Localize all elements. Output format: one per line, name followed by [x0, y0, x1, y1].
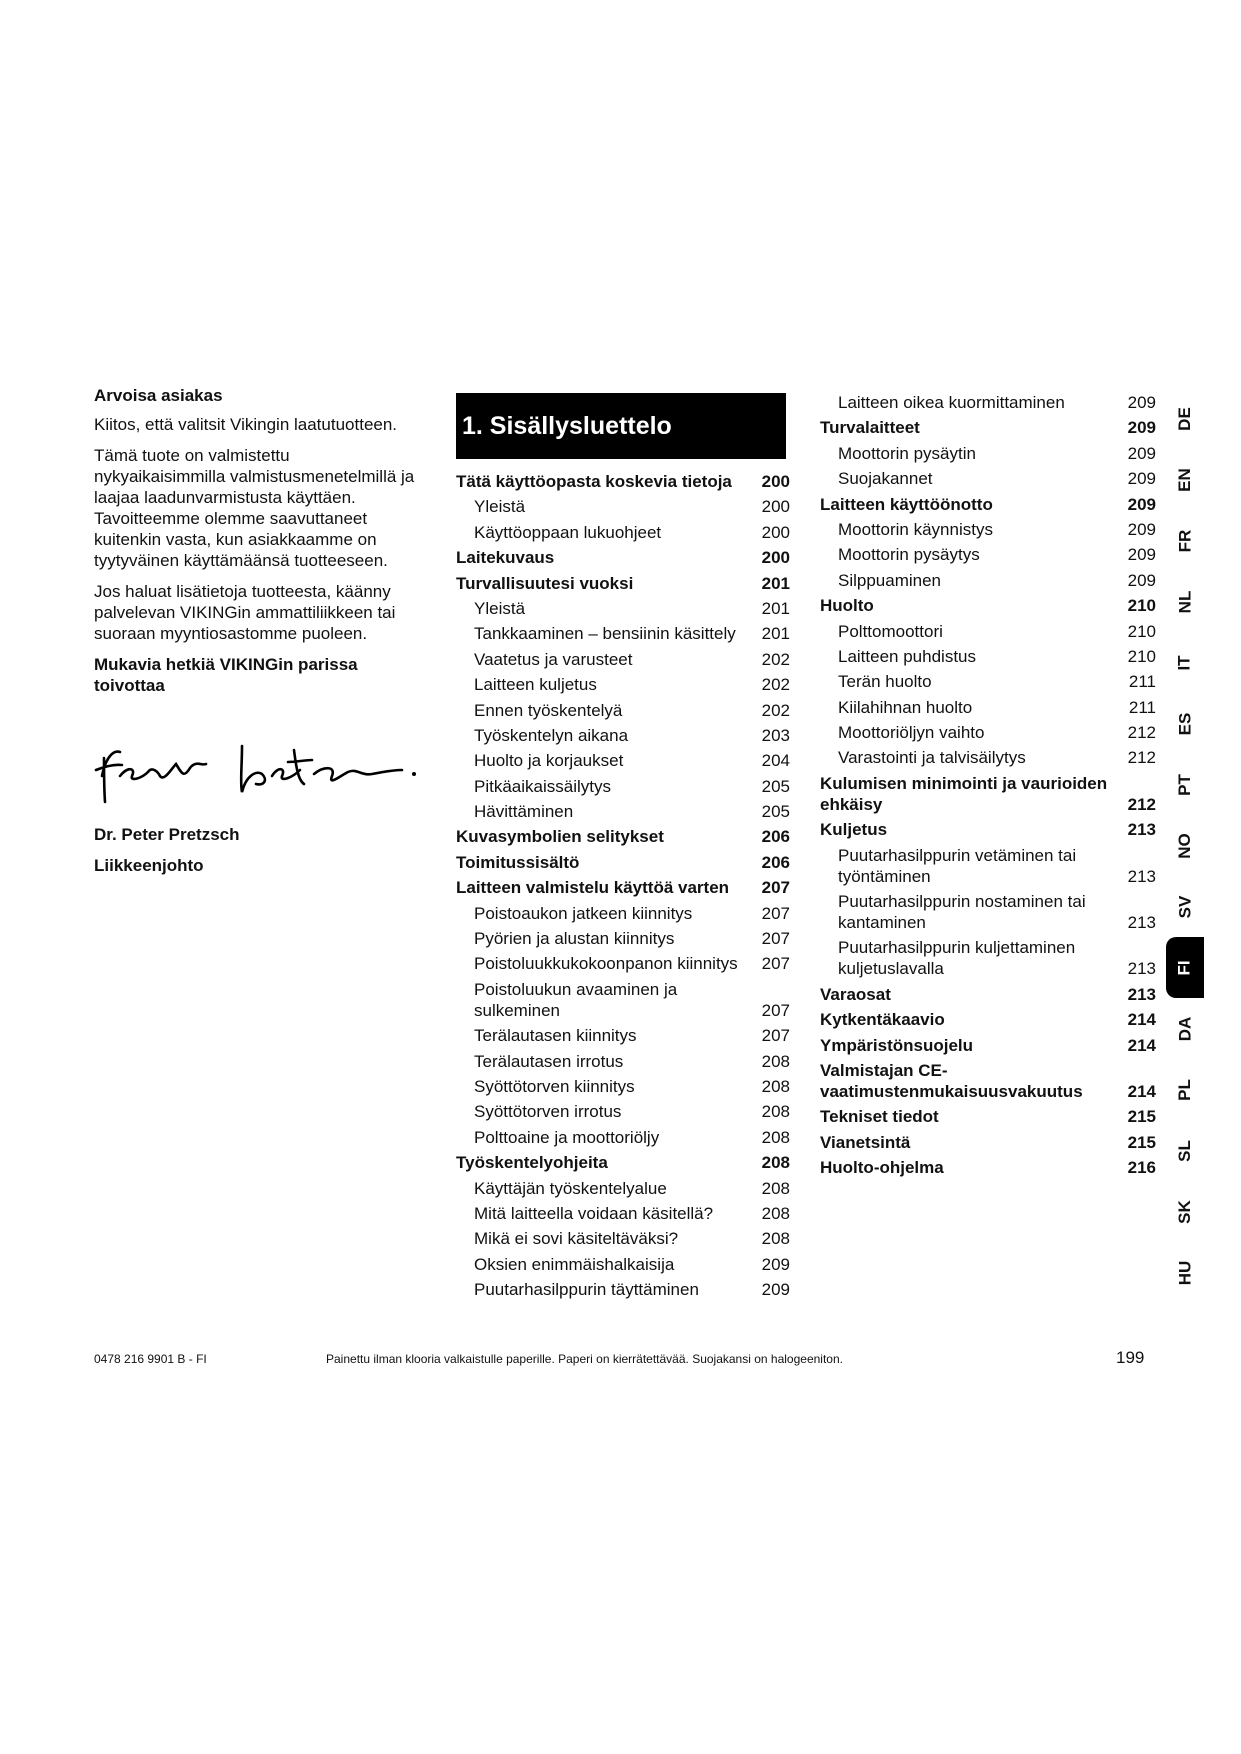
toc-entry — [820, 937, 1156, 979]
toc-entry-page: 201 — [761, 624, 790, 644]
page-number: 199 — [1116, 1348, 1145, 1367]
toc-entry — [456, 1152, 790, 1173]
toc-entry-label: Varaosat — [820, 984, 891, 1004]
toc-column-1 — [456, 471, 790, 1305]
toc-entry — [820, 697, 1156, 718]
toc-entry — [456, 750, 790, 771]
toc-entry — [456, 928, 790, 949]
toc-entry-label: Turvallisuutesi vuoksi — [456, 573, 634, 593]
toc-entry-page: 213 — [1127, 866, 1156, 886]
toc-entry — [820, 417, 1156, 438]
language-tab-sv[interactable] — [1166, 876, 1204, 937]
language-tab-pt[interactable] — [1166, 754, 1204, 815]
language-tab-sl[interactable] — [1166, 1120, 1204, 1181]
signer-name: Dr. Peter Pretzsch — [94, 825, 240, 844]
toc-entry-label: Laitekuvaus — [456, 548, 555, 568]
toc-entry-page: 216 — [1127, 1158, 1156, 1178]
toc-entry-label: Hävittäminen — [474, 802, 574, 822]
toc-entry — [820, 845, 1156, 887]
toc-entry-page: 208 — [761, 1203, 790, 1223]
toc-entry — [456, 1203, 790, 1224]
toc-entry-label: Puutarhasilppurin vetäminen tai työntäminen — [838, 845, 1077, 886]
toc-entry-label: Huolto-ohjelma — [820, 1158, 944, 1178]
toc-entry-page: 209 — [1127, 570, 1156, 590]
toc-entry-label: Yleistä — [474, 598, 526, 618]
language-tab-hu[interactable] — [1166, 1242, 1204, 1303]
toc-entry-page: 207 — [761, 1000, 790, 1020]
toc-entry-label: Valmistajan CE-vaatimustenmukaisuusvakuutus — [820, 1060, 1083, 1101]
toc-entry-page: 207 — [761, 1026, 790, 1046]
toc-entry — [456, 877, 790, 898]
toc-entry — [456, 852, 790, 873]
toc-entry — [456, 1228, 790, 1249]
language-tab-label: FR — [1174, 529, 1194, 552]
toc-entry — [820, 443, 1156, 464]
language-tab-label: EN — [1175, 467, 1194, 492]
toc-entry-label: Moottorin pysäytys — [838, 545, 980, 565]
language-tab-label: PT — [1174, 773, 1194, 796]
toc-entry-label: Huolto — [820, 596, 874, 616]
toc-entry-label: Terälautasen irrotus — [474, 1051, 624, 1071]
language-tab-nl[interactable] — [1166, 571, 1204, 632]
signer-role: Liikkeenjohto — [94, 856, 204, 875]
toc-entry — [456, 522, 790, 543]
toc-entry-label: Laitteen kuljetus — [474, 675, 597, 695]
toc-entry — [820, 1157, 1156, 1178]
toc-entry — [456, 1254, 790, 1275]
toc-entry-page: 209 — [1127, 418, 1156, 438]
toc-entry — [456, 903, 790, 924]
toc-entry — [456, 1101, 790, 1122]
toc-entry-label: Turvalaitteet — [820, 418, 920, 438]
toc-entry-page: 208 — [761, 1153, 790, 1173]
toc-entry-page: 208 — [761, 1102, 790, 1122]
language-tab-sk[interactable] — [1166, 1181, 1204, 1242]
toc-entry-label: Polttoaine ja moottoriöljy — [474, 1127, 660, 1147]
toc-entry — [456, 496, 790, 517]
toc-entry-label: Moottorin käynnistys — [838, 519, 993, 539]
toc-entry — [456, 953, 790, 974]
toc-entry-page: 204 — [761, 751, 790, 771]
toc-entry — [456, 776, 790, 797]
toc-entry — [456, 598, 790, 619]
toc-entry-page: 209 — [1127, 443, 1156, 463]
toc-entry — [820, 1035, 1156, 1056]
toc-entry — [820, 519, 1156, 540]
toc-entry-page: 209 — [761, 1254, 790, 1274]
toc-entry — [820, 819, 1156, 840]
toc-entry — [820, 392, 1156, 413]
toc-entry — [820, 984, 1156, 1005]
toc-entry — [456, 725, 790, 746]
toc-entry — [820, 570, 1156, 591]
language-tab-en[interactable] — [1166, 449, 1204, 510]
language-tab-label: SK — [1175, 1199, 1194, 1224]
toc-entry — [456, 979, 790, 1021]
toc-entry-page: 214 — [1127, 1010, 1156, 1030]
toc-entry — [456, 649, 790, 670]
toc-entry-page: 210 — [1127, 621, 1156, 641]
toc-entry-page: 202 — [761, 675, 790, 695]
toc-entry-page: 210 — [1127, 596, 1156, 616]
toc-entry-page: 208 — [761, 1127, 790, 1147]
toc-entry-label: Vaatetus ja varusteet — [474, 649, 633, 669]
toc-entry-page: 200 — [761, 522, 790, 542]
toc-entry-label: Tätä käyttöopasta koskevia tietoja — [456, 472, 732, 491]
toc-entry-label: Kuvasymbolien selitykset — [456, 827, 664, 847]
toc-entry — [820, 1106, 1156, 1127]
toc-entry-page: 211 — [1128, 697, 1156, 717]
toc-entry-label: Ennen työskentelyä — [474, 700, 623, 720]
toc-entry — [456, 1127, 790, 1148]
toc-entry-page: 201 — [761, 573, 790, 593]
toc-entry-page: 208 — [761, 1051, 790, 1071]
language-tab-label: NL — [1174, 590, 1194, 613]
toc-entry-page: 207 — [761, 929, 790, 949]
language-tab-fr[interactable] — [1166, 510, 1204, 571]
toc-entry-label: Pitkäaikaissäilytys — [474, 776, 611, 796]
toc-entry-label: Moottorin pysäytin — [838, 443, 976, 463]
document-code: 0478 216 9901 B - FI — [94, 1352, 207, 1366]
toc-entry-label: Yleistä — [474, 497, 526, 517]
toc-column-2 — [820, 392, 1156, 1183]
language-tab-label: NO — [1175, 832, 1194, 859]
toc-entry-page: 208 — [761, 1229, 790, 1249]
toc-entry-page: 200 — [761, 472, 790, 491]
toc-entry — [456, 623, 790, 644]
toc-entry-page: 206 — [761, 827, 790, 847]
toc-entry-page: 212 — [1127, 723, 1156, 743]
language-tab-label: FI — [1174, 959, 1194, 976]
language-tab-label: DE — [1175, 406, 1194, 431]
language-tab-it[interactable] — [1166, 632, 1204, 693]
toc-entry — [456, 547, 790, 568]
toc-entry — [456, 1025, 790, 1046]
toc-entry-label: Laitteen oikea kuormittaminen — [838, 393, 1065, 412]
toc-entry-label: Tekniset tiedot — [820, 1107, 939, 1127]
toc-entry — [456, 700, 790, 721]
toc-entry-label: Kytkentäkaavio — [820, 1010, 945, 1030]
toc-entry-page: 209 — [1127, 393, 1156, 412]
toc-entry-label: Poistoluukun avaaminen ja sulkeminen — [474, 979, 678, 1020]
toc-entry — [820, 773, 1156, 815]
language-tab-es[interactable] — [1166, 693, 1204, 754]
language-tab-label: IT — [1174, 654, 1194, 671]
toc-entry-page: 205 — [761, 776, 790, 796]
toc-entry-label: Mikä ei sovi käsiteltäväksi? — [474, 1229, 679, 1249]
language-tab-label: ES — [1175, 712, 1194, 735]
toc-entry-page: 207 — [761, 878, 790, 898]
toc-entry-label: Puutarhasilppurin täyttäminen — [474, 1280, 699, 1300]
toc-entry-label: Kuljetus — [820, 820, 888, 840]
letter-closing: Mukavia hetkiä VIKINGin parissa toivottaa — [94, 655, 358, 695]
language-tab-fi[interactable] — [1166, 937, 1204, 998]
toc-entry-label: Laitteen valmistelu käyttöä varten — [456, 878, 730, 898]
toc-entry — [456, 1279, 790, 1300]
toc-entry-label: Kiilahihnan huolto — [838, 697, 973, 717]
toc-entry-label: Käyttäjän työskentelyalue — [474, 1178, 667, 1198]
toc-entry — [820, 646, 1156, 667]
toc-entry-label: Käyttöoppaan lukuohjeet — [474, 522, 662, 542]
toc-entry-page: 209 — [1127, 469, 1156, 489]
toc-entry — [820, 621, 1156, 642]
toc-entry-page: 207 — [761, 954, 790, 974]
toc-entry-page: 201 — [761, 598, 790, 618]
toc-entry-page: 212 — [1127, 748, 1156, 768]
toc-entry — [820, 468, 1156, 489]
letter-paragraph: Jos haluat lisätietoja tuotteesta, käänny palvelevan VIKINGin ammattiliikkeen tai suoraan myyntiosastomme puoleen. — [94, 582, 396, 643]
toc-entry-page: 203 — [761, 725, 790, 745]
toc-entry-label: Laitteen käyttöönotto — [820, 494, 993, 514]
toc-entry — [456, 573, 790, 594]
print-note: Painettu ilman klooria valkaistulle paperille. Paperi on kierrätettävää. Suojakansi on halogeeniton. — [326, 1352, 843, 1366]
toc-entry-label: Varastointi ja talvisäilytys — [838, 748, 1026, 768]
toc-heading: 1. Sisällysluettelo — [456, 393, 786, 459]
language-tab-label: SV — [1175, 895, 1194, 918]
toc-entry — [820, 722, 1156, 743]
toc-entry — [820, 1132, 1156, 1153]
toc-entry-page: 214 — [1127, 1081, 1156, 1101]
letter-paragraph: Kiitos, että valitsit Vikingin laatutuotteen. — [94, 415, 398, 434]
language-tabs — [1166, 388, 1204, 1303]
toc-entry-label: Poistoaukon jatkeen kiinnitys — [474, 903, 693, 923]
toc-entry-label: Puutarhasilppurin nostaminen tai kantaminen — [838, 892, 1086, 933]
toc-entry — [456, 801, 790, 822]
toc-entry — [456, 471, 790, 492]
toc-entry-label: Laitteen puhdistus — [838, 646, 976, 666]
toc-entry — [820, 595, 1156, 616]
toc-entry-label: Mitä laitteella voidaan käsitellä? — [474, 1203, 714, 1223]
toc-entry-label: Pyörien ja alustan kiinnitys — [474, 929, 675, 949]
language-tab-label: SL — [1174, 1139, 1194, 1162]
toc-entry-page: 205 — [761, 802, 790, 822]
toc-entry-page: 213 — [1127, 959, 1156, 979]
toc-entry-label: Oksien enimmäishalkaisija — [474, 1254, 675, 1274]
toc-entry — [456, 1051, 790, 1072]
toc-entry-label: Terän huolto — [838, 672, 932, 692]
toc-entry — [820, 671, 1156, 692]
letter-greeting: Arvoisa asiakas — [94, 386, 223, 405]
toc-entry — [456, 1076, 790, 1097]
toc-entry-page: 202 — [761, 649, 790, 669]
toc-entry-page: 206 — [761, 852, 790, 872]
toc-entry-label: Kulumisen minimointi ja vaurioiden ehkäisy — [820, 773, 1108, 814]
letter-paragraph: Tämä tuote on valmistettu nykyaikaisimmilla valmistusmenetelmillä ja laajaa laadunvarmistusta käyttäen. Tavoitteemme olemme saavuttaneet kuitenkin vasta, kun asiakkaamme on tyytyväinen käyttämäänsä tuotteeseen. — [94, 446, 415, 570]
toc-entry — [820, 1060, 1156, 1102]
toc-entry-label: Poistoluukkukokoonpanon kiinnitys — [474, 954, 738, 974]
toc-entry-label: Vianetsintä — [820, 1132, 911, 1152]
toc-entry — [456, 674, 790, 695]
language-tab-label: HU — [1175, 1260, 1194, 1285]
toc-entry-label: Suojakannet — [838, 469, 933, 489]
toc-entry-page: 211 — [1128, 672, 1156, 692]
toc-entry — [820, 544, 1156, 565]
toc-entry-page: 208 — [761, 1178, 790, 1198]
toc-entry-page: 202 — [761, 700, 790, 720]
toc-entry-page: 209 — [1127, 545, 1156, 565]
toc-entry-label: Silppuaminen — [838, 570, 942, 590]
toc-entry — [820, 891, 1156, 933]
toc-entry — [456, 826, 790, 847]
toc-entry — [820, 747, 1156, 768]
language-tab-no[interactable] — [1166, 815, 1204, 876]
toc-entry — [820, 1009, 1156, 1030]
language-tab-pl[interactable] — [1166, 1059, 1204, 1120]
toc-entry-page: 212 — [1127, 794, 1156, 814]
toc-entry-page: 209 — [1127, 494, 1156, 514]
toc-entry-page: 213 — [1127, 913, 1156, 933]
toc-entry-page: 213 — [1127, 820, 1156, 840]
language-tab-label: DA — [1175, 1016, 1194, 1041]
toc-entry-label: Terälautasen kiinnitys — [474, 1026, 637, 1046]
toc-entry-page: 215 — [1127, 1132, 1156, 1152]
toc-entry-page: 215 — [1127, 1107, 1156, 1127]
toc-entry-label: Työskentelyn aikana — [474, 725, 629, 745]
toc-entry-label: Tankkaaminen – bensiinin käsittely — [474, 624, 736, 644]
toc-entry-page: 214 — [1127, 1035, 1156, 1055]
handwritten-signature — [92, 736, 422, 806]
toc-entry-page: 200 — [761, 497, 790, 517]
toc-entry-label: Huolto ja korjaukset — [474, 751, 624, 771]
toc-entry — [456, 1178, 790, 1199]
toc-entry-page: 200 — [761, 548, 790, 568]
toc-entry-page: 207 — [761, 903, 790, 923]
toc-entry-label: Puutarhasilppurin kuljettaminen kuljetuslavalla — [838, 938, 1076, 979]
toc-entry-label: Työskentelyohjeita — [456, 1153, 608, 1173]
toc-entry-label: Toimitussisältö — [456, 852, 580, 872]
toc-entry-label: Syöttötorven irrotus — [474, 1102, 622, 1122]
language-tab-label: PL — [1174, 1078, 1194, 1101]
toc-entry-page: 209 — [1127, 519, 1156, 539]
toc-entry-label: Moottoriöljyn vaihto — [838, 723, 985, 743]
toc-entry-label: Ympäristönsuojelu — [820, 1035, 974, 1055]
toc-entry-page: 209 — [761, 1280, 790, 1300]
language-tab-da[interactable] — [1166, 998, 1204, 1059]
language-tab-de[interactable] — [1166, 388, 1204, 449]
toc-entry-label: Syöttötorven kiinnitys — [474, 1076, 635, 1096]
toc-entry-label: Polttomoottori — [838, 621, 943, 641]
toc-entry-page: 213 — [1127, 984, 1156, 1004]
toc-entry-page: 210 — [1127, 646, 1156, 666]
welcome-letter — [94, 385, 424, 886]
toc-entry-page: 208 — [761, 1076, 790, 1096]
toc-entry — [820, 494, 1156, 515]
